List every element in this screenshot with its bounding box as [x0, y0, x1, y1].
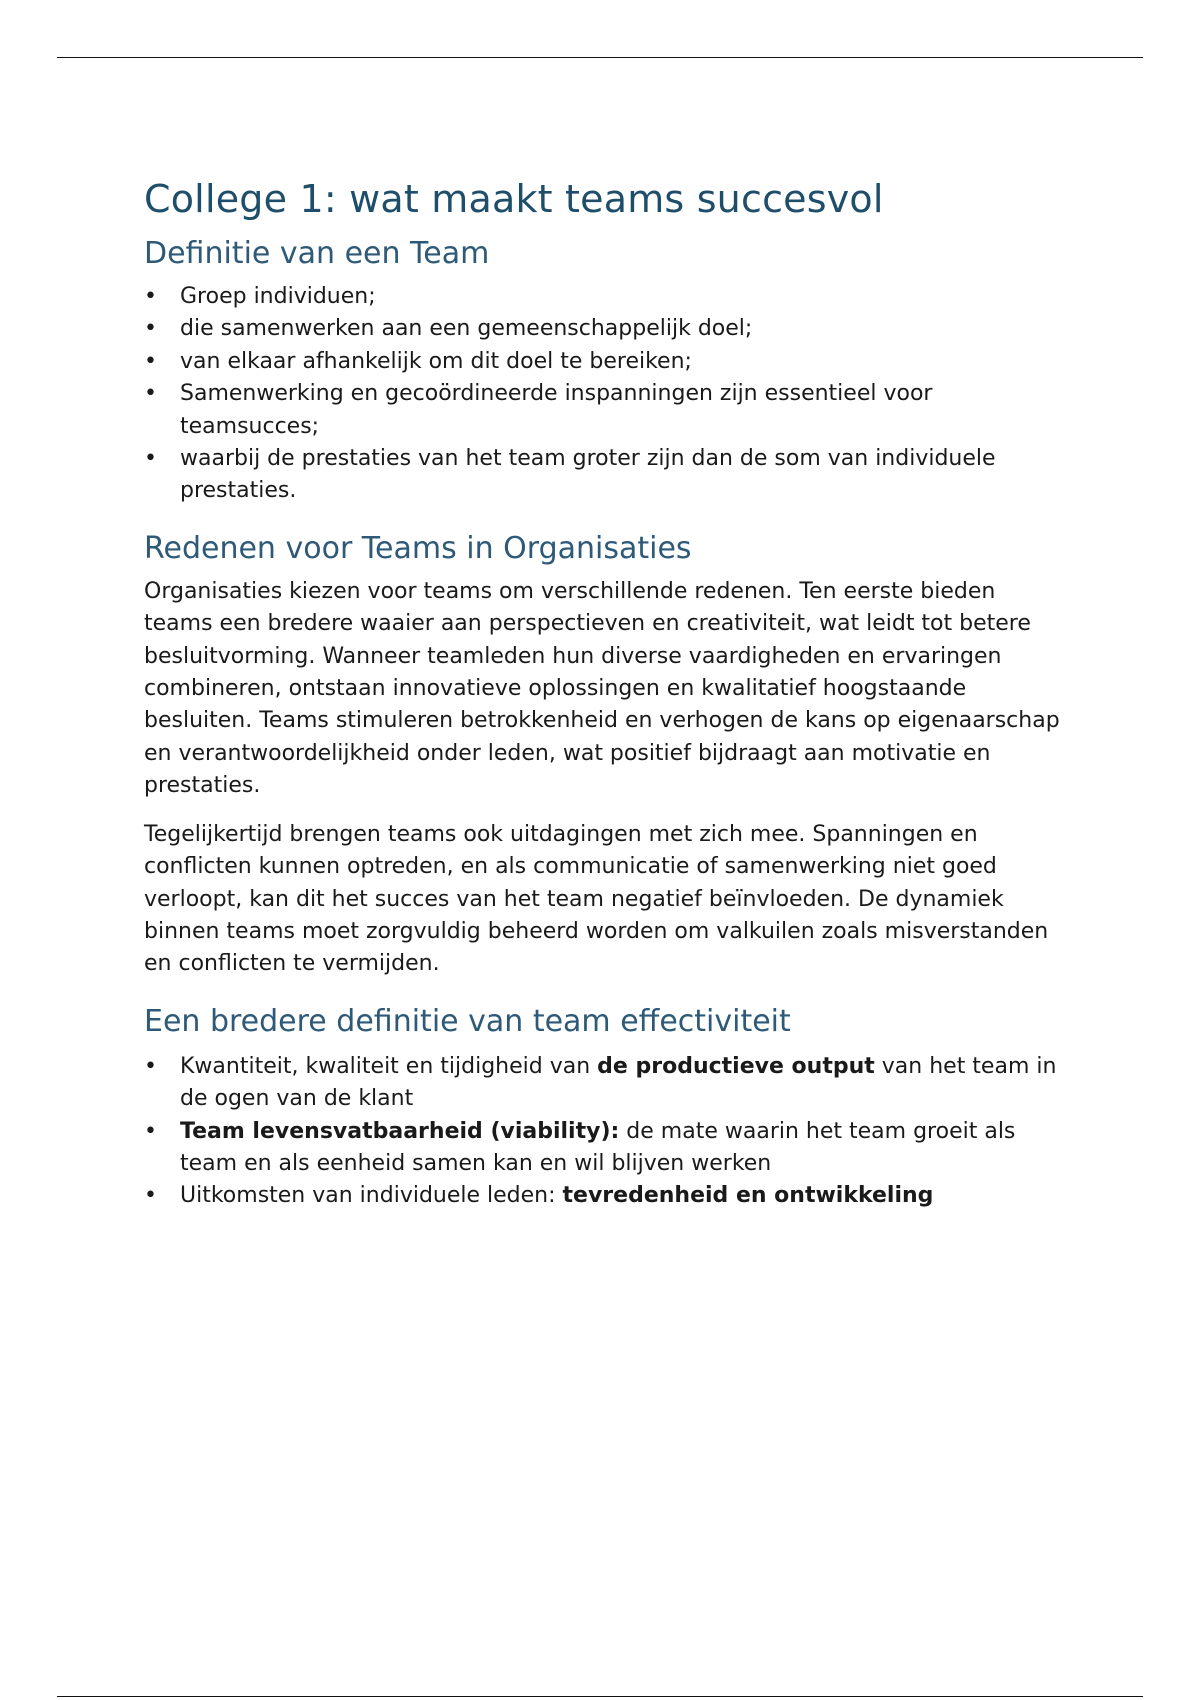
list-item: • Groep individuen;: [144, 281, 1064, 313]
top-rule: [57, 57, 1143, 58]
list-item: • waarbij de prestaties van het team groter zijn dan de som van individuele prestaties.: [144, 443, 1064, 508]
list-item: • van elkaar afhankelijk om dit doel te bereiken;: [144, 346, 1064, 378]
bullet-icon: •: [144, 284, 157, 309]
list-item: • Samenwerking en gecoördineerde inspanningen zijn essentieel voor teamsucces;: [144, 378, 1064, 443]
document-content: [144, 173, 1064, 1213]
bullet-icon: •: [144, 1053, 157, 1079]
list-item: • Kwantiteit, kwaliteit en tijdigheid van de productieve output van het team in de ogen van de klant: [144, 1051, 1064, 1116]
bottom-rule: [57, 1696, 1143, 1697]
paragraph: Tegelijkertijd brengen teams ook uitdagingen met zich mee. Spanningen en conflicten kunnen optreden, en als communicatie of samenwerking niet goed verloopt, kan dit het succes van het team negatief beïnvloeden. De dynamiek binnen teams moet zorgvuldig beheerd worden om valkuilen zoals misverstanden en conflicten te vermijden.: [144, 821, 1049, 977]
list-item: • die samenwerken aan een gemeenschappelijk doel;: [144, 313, 1064, 345]
bullet-icon: •: [144, 1118, 157, 1144]
emphasis: tevredenheid en ontwikkeling: [562, 1183, 934, 1209]
section-heading-effectiveness: Een bredere definitie van team effectiviteit: [144, 1003, 791, 1039]
page-title: College 1: wat maakt teams succesvol: [144, 177, 884, 221]
section-heading-reasons: Redenen voor Teams in Organisaties: [144, 530, 692, 566]
bullet-icon: •: [144, 316, 157, 342]
paragraph: Organisaties kiezen voor teams om verschillende redenen. Ten eerste bieden teams een bredere waaier aan perspectieven en creativiteit, wat leidt tot betere besluitvorming. Wanneer teamleden hun diverse vaardigheden en ervaringen combineren, ontstaan innovatieve oplossingen en kwalitatief hoogstaande besluiten. Teams stimuleren betrokkenheid en verhogen de kans op eigenaarschap en verantwoordelijkheid onder leden, wat positief bijdraagt aan motivatie en prestaties.: [144, 578, 1060, 799]
bullet-icon: •: [144, 1183, 157, 1209]
bullet-icon: •: [144, 381, 157, 407]
bullet-icon: •: [144, 348, 157, 374]
section-heading-definition: Definitie van een Team: [144, 236, 490, 271]
list-item: • Team levensvatbaarheid (viability): de mate waarin het team groeit als team en als eenheid samen kan en wil blijven werken: [144, 1116, 1064, 1181]
list-item: • Uitkomsten van individuele leden: tevredenheid en ontwikkeling: [144, 1180, 1064, 1212]
emphasis: Team levensvatbaarheid (viability):: [180, 1118, 620, 1144]
emphasis: de productieve output: [597, 1053, 875, 1079]
bullet-icon: •: [144, 446, 157, 472]
definition-list: [144, 281, 1064, 508]
effectiveness-list: [144, 1051, 1064, 1213]
